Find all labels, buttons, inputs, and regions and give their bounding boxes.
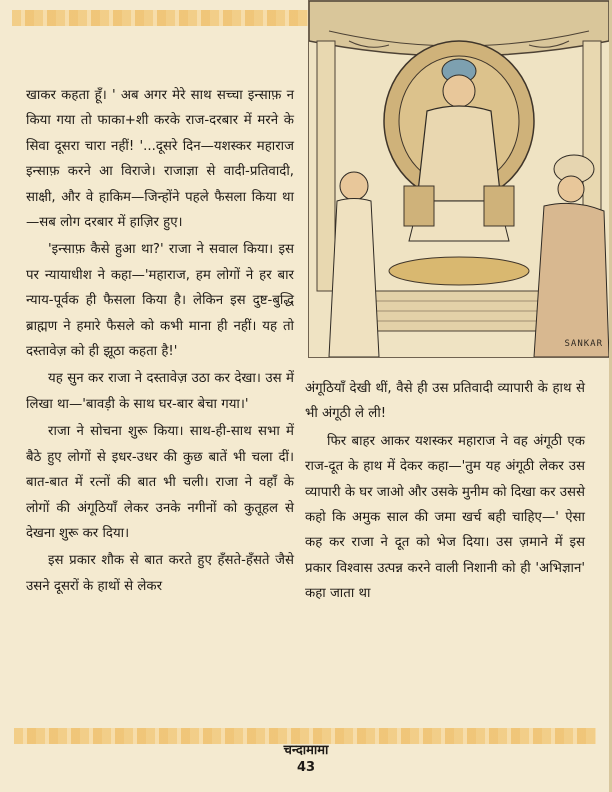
- illustration-drawing: [309, 1, 609, 357]
- paragraph: 'इन्साफ़ कैसे हुआ था?' राजा ने सवाल किया। इस पर न्यायाधीश ने कहा—'महाराज, हम लोगों ने हर बार न्याय-पूर्वक ही फैसला किया है। लेकिन इस दुष्ट-बुद्धि ब्राह्मण ने हमारे फैसले को कभी माना ही नहीं। यह तो दस्तावेज़ को ही झूठा कहता है!': [26, 242, 294, 360]
- page-number: 43: [296, 760, 316, 775]
- text-column-left: [26, 83, 294, 601]
- decorative-band-top: [12, 10, 310, 26]
- paragraph: इस प्रकार शौक से बात करते हुए हँसते-हँसते जैसे उसने दूसरों के हाथों से लेकर: [26, 553, 294, 594]
- text-column-right: [305, 376, 585, 609]
- illustration-king-court: [308, 0, 610, 358]
- artist-signature: SANKAR: [564, 339, 603, 349]
- paragraph: अंगूठियाँ देखी थीं, वैसे ही उस प्रतिवादी व्यापारी के हाथ से भी अंगूठी ले ली!: [305, 381, 585, 422]
- paragraph: यह सुन कर राजा ने दस्तावेज़ उठा कर देखा। उस में लिखा था—'बावड़ी के साथ घर-बार बेचा गया।': [26, 371, 294, 412]
- paragraph: फिर बाहर आकर यशस्कर महाराज ने वह अंगूठी एक राज-दूत के हाथ में देकर कहा—'तुम यह अंगूठी लेकर उस व्यापारी के घर जाओ और उसके मुनीम को दिखा कर उससे कहो कि अमुक साल की जमा खर्च बही चाहिए—' ऐसा कह कर राजा ने दूत को भेज दिया। उस ज़माने में इस प्रकार विश्वास उत्पन्न करने वाली निशानी को ही 'अभिज्ञान' कहा जाता था: [305, 433, 585, 602]
- paragraph: राजा ने सोचना शुरू किया। साथ-ही-साथ सभा में बैठे हुए लोगों से इधर-उधर की कुछ बातें भी चला दीं। बात-बात में रत्नों की बात भी चली। राजा ने वहाँ के लोगों की अंगूठियाँ लेकर उनके नगीनों को कुतूहल से देखना शुरू कर दिया।: [26, 424, 294, 541]
- paragraph: खाकर कहता हूँ। ' अब अगर मेरे साथ सच्चा इन्साफ़ न किया गया तो फाका+शी करके राज-दरबार में मरने के सिवा दूसरा चारा नहीं! '...दूसरे दिन—यशस्कर महाराज इन्साफ़ करने आ विराजे। राजाज्ञा से वादी-प्रतिवादी, साक्षी, और वे हाकिम—जिन्होंने पहले फैसला किया था—सब लोग दरबार में हाज़िर हुए।: [26, 88, 294, 231]
- magazine-title: चन्दामामा: [283, 743, 329, 758]
